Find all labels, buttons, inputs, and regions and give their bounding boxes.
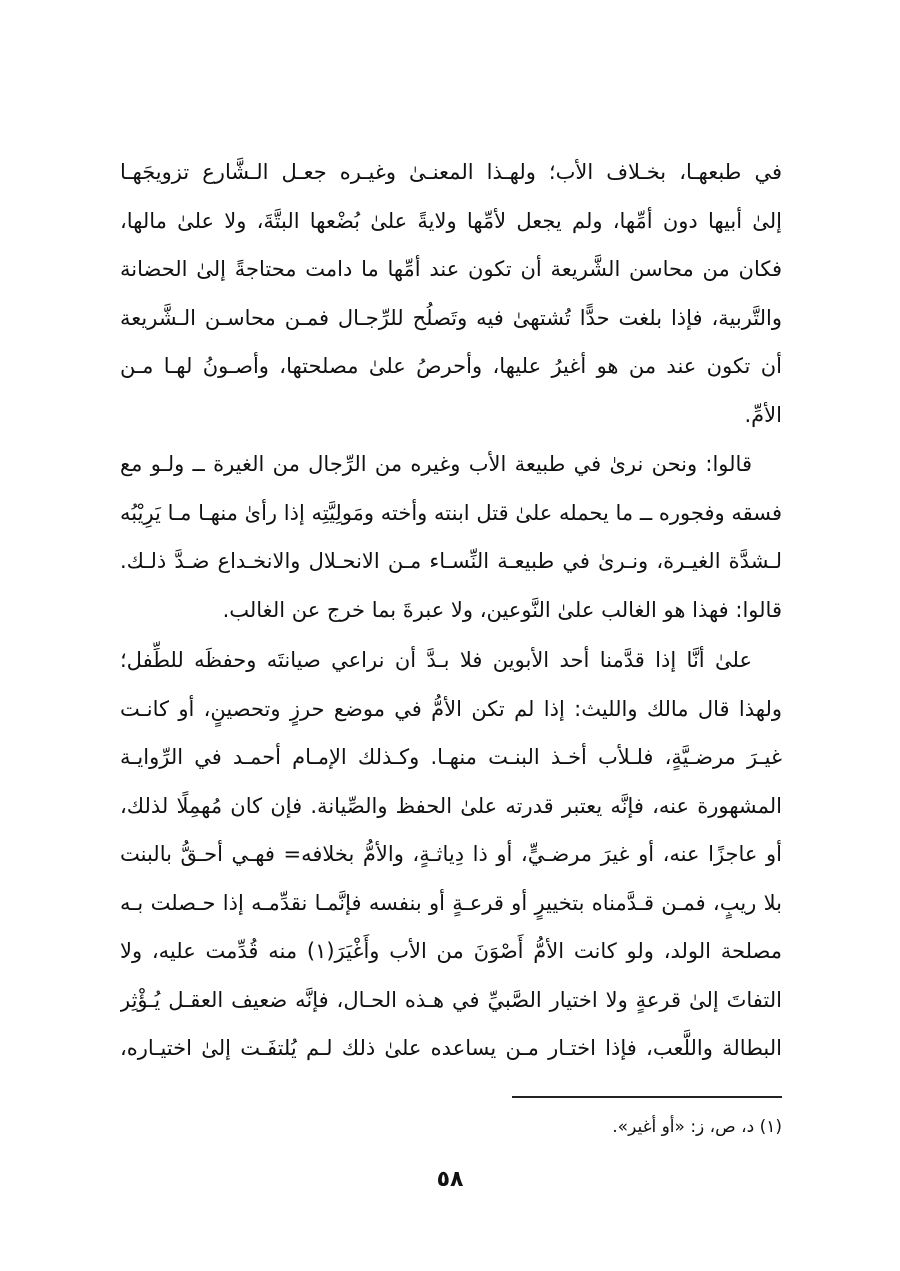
text-line: قالوا: فهذا هو الغالب علىٰ النَّوعين، ولا عبرةَ بما خرج عن الغالب. xyxy=(222,597,782,622)
paragraph-1 xyxy=(120,148,782,439)
text-line: غيـرَ مرضـيَّةٍ، فلـلأب أخـذ البنـت منهـا. وكـذلك الإمـام أحمـد في الرِّوايـة xyxy=(120,745,782,769)
text-line: علىٰ أنَّا إذا قدَّمنا أحد الأبوين فلا بـدَّ أن نراعي صيانتَه وحفظَه للطِّفل؛ xyxy=(120,648,752,672)
text-line: لـشدَّة الغيـرة، ونـرىٰ في طبيعـة النِّسـاء مـن الانحـلال والانخـداع ضـدَّ ذلـك. xyxy=(120,549,782,573)
text-line: المشهورة عنه، فإنَّه يعتبر قدرته علىٰ الحفظ والصِّيانة. فإن كان مُهمِلًا لذلك، xyxy=(120,793,782,818)
text-line: الأمِّ. xyxy=(744,402,782,427)
text-line: أن تكون عند من هو أغيرُ عليها، وأحرصُ علىٰ مصلحتها، وأصـونُ لهـا مـن xyxy=(120,354,782,378)
paragraph-3 xyxy=(120,636,782,1073)
text-line: إلىٰ أبيها دون أمِّها، ولم يجعل لأمِّها ولايةً علىٰ بُضْعها البتَّةَ، ولا علىٰ مالها، xyxy=(120,208,782,233)
footnote-separator xyxy=(512,1096,782,1098)
text-line: في طبعهـا، بخـلاف الأب؛ ولهـذا المعنـىٰ وغيـره جعـل الـشَّارع تزويجَهـا xyxy=(120,160,782,184)
text-line: أو عاجزًا عنه، أو غيرَ مرضـيٍّ، أو ذا دِياثـةٍ، والأمُّ بخلافه= فهـي أحـقُّ بالبنت xyxy=(120,842,782,866)
text-line: فكان من محاسن الشَّريعة أن تكون عند أمِّها ما دامت محتاجةً إلىٰ الحضانة xyxy=(120,257,782,281)
text-line: بلا ريبٍ، فمـن قـدَّمناه بتخييرٍ أو قرعـةٍ أو بنفسه فإنَّمـا نقدِّمـه إذا حـصلت بـه xyxy=(120,890,782,915)
paragraph-2 xyxy=(120,440,782,634)
text-line: فسقه وفجوره ــ ما يحمله علىٰ قتل ابنته وأخته ومَولِيَّتِه إذا رأىٰ منهـا مـا يَرِيْبُه xyxy=(120,500,782,525)
text-line: التفاتَ إلىٰ قرعةٍ ولا اختيار الصَّبيِّ في هـذه الحـال، فإنَّه ضعيف العقـل يُـؤْثِر xyxy=(120,987,782,1012)
footnote: (١) د، ص، ز: «أو أغير». xyxy=(612,1117,782,1137)
text-line: ولهذا قال مالك والليث: إذا لم تكن الأمُّ في موضع حرزٍ وتحصينٍ، أو كانـت xyxy=(120,696,782,721)
text-line: قالوا: ونحن نرىٰ في طبيعة الأب وغيره من الرِّجال من الغيرة ــ ولـو مع xyxy=(120,452,752,476)
text-line: والتَّربية، فإذا بلغت حدًّا تُشتهىٰ فيه وتَصلُح للرِّجـال فمـن محاسـن الـشَّريعة xyxy=(120,305,782,330)
page-number: ٥٨ xyxy=(436,1167,464,1192)
text-line: البطالة واللَّعب، فإذا اختـار مـن يساعده علىٰ ذلك لـم يُلتفَـت إلىٰ اختيـاره، xyxy=(120,1036,782,1060)
text-line: مصلحة الولد، ولو كانت الأمُّ أَصْوَنَ من الأب وأَغْيَرَ(١) منه قُدِّمت عليه، ولا xyxy=(120,939,782,963)
